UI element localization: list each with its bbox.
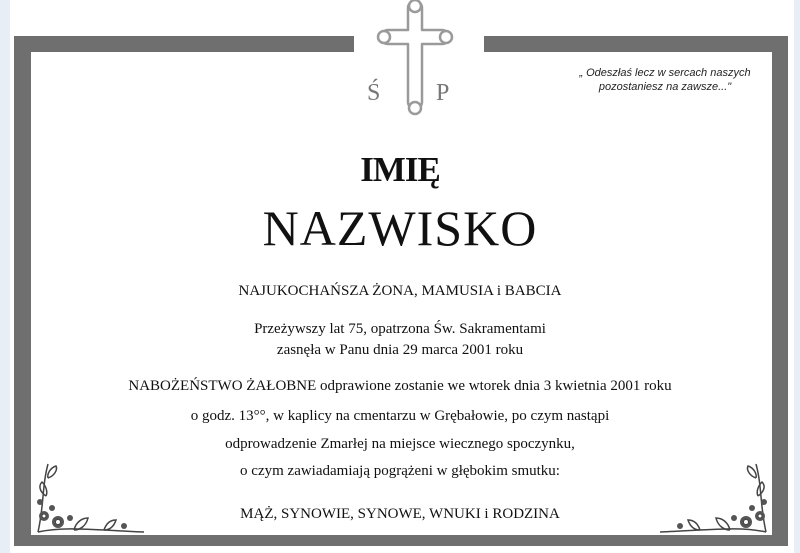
frame-top-left — [14, 36, 354, 52]
service-line-1: NABOŻEŃSTWO ŻAŁOBNE odprawione zostanie we wtorek dnia 3 kwietnia 2001 roku — [128, 378, 672, 394]
mourners-line: MĄŻ, SYNOWIE, SYNOWE, WNUKI i RODZINA — [240, 506, 560, 522]
service-line-4: o czym zawiadamiają pogrążeni w głębokim smutku: — [240, 463, 560, 479]
epitaph-quote — [560, 66, 770, 94]
relation-line: NAJUKOCHAŃSZA ŻONA, MAMUSIA i BABCIA — [238, 283, 562, 299]
cross-letter-left: Ś — [367, 80, 381, 106]
frame-bottom — [14, 535, 788, 546]
life-line-1: Przeżywszy lat 75, opatrzona Św. Sakramentami — [254, 321, 546, 337]
service-line-3: odprowadzenie Zmarłej na miejsce wiecznego spoczynku, — [225, 436, 575, 452]
deceased-last-name: NAZWISKO — [262, 200, 538, 256]
cross-letter-right: P — [436, 80, 450, 106]
floral-corner-right-icon — [655, 456, 770, 535]
service-line-2: o godz. 13°°, w kaplicy na cmentarzu w Grębałowie, po czym nastąpi — [190, 408, 610, 424]
epitaph-line-2: pozostaniesz na zawsze..." — [598, 81, 732, 93]
deceased-first-name: IMIĘ — [360, 150, 440, 189]
floral-corner-left-icon — [34, 456, 149, 535]
life-line-2: zasnęła w Panu dnia 29 marca 2001 roku — [276, 342, 524, 358]
epitaph-line-1: „ Odeszłaś lecz w sercach naszych — [579, 67, 751, 79]
frame-top-right — [484, 36, 786, 52]
